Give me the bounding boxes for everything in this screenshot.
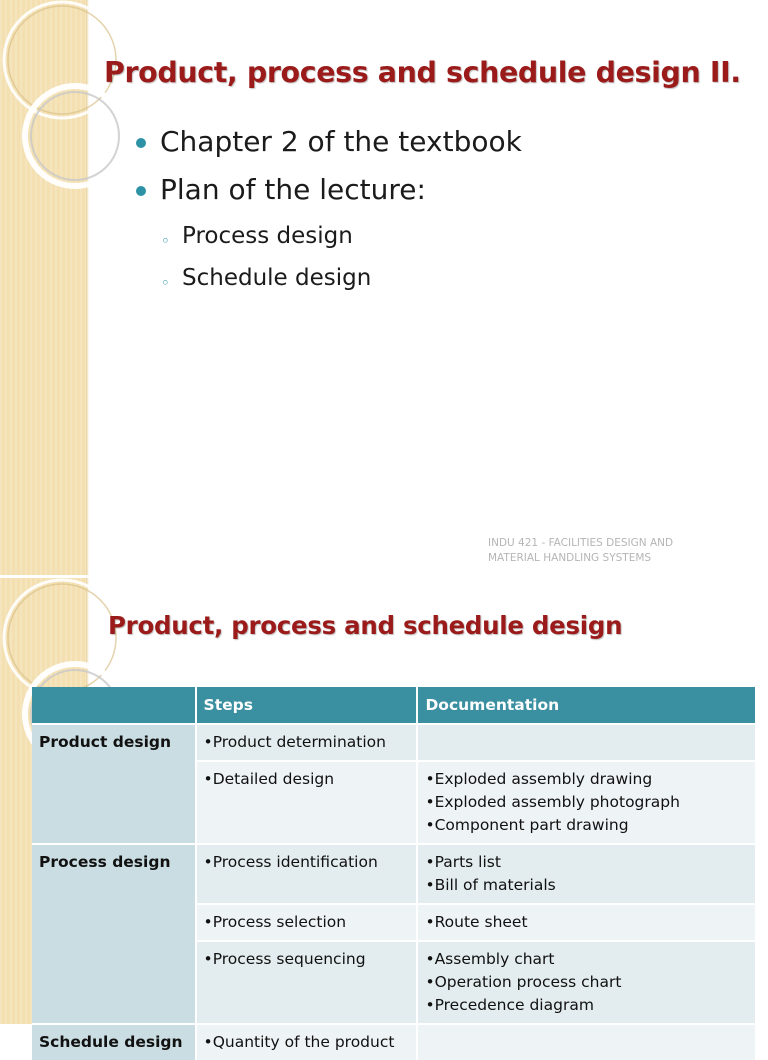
table-header-row bbox=[32, 687, 756, 724]
doc-cell bbox=[417, 761, 756, 844]
step-cell bbox=[196, 724, 418, 761]
step-cell bbox=[196, 761, 418, 844]
sub-bullet-ring-icon: ◦ bbox=[161, 274, 170, 292]
footer-line: INDU 421 - FACILITIES DESIGN AND bbox=[488, 537, 674, 549]
row-group-label: Process design bbox=[32, 844, 196, 1024]
doc-text: •Parts list bbox=[425, 853, 501, 871]
sub-bullet-ring-icon: ◦ bbox=[161, 232, 170, 250]
step-text: •Quantity of the product bbox=[203, 1033, 395, 1051]
bullet-text: Chapter 2 of the textbook bbox=[160, 125, 522, 158]
doc-text: •Component part drawing bbox=[425, 816, 629, 834]
bullet-item bbox=[134, 125, 522, 176]
table-header-cell: Documentation bbox=[417, 687, 756, 724]
slide-footer bbox=[488, 536, 673, 566]
sub-bullet-text: Process design bbox=[182, 223, 353, 249]
row-group-label: Schedule design bbox=[32, 1024, 196, 1060]
table-row bbox=[32, 724, 756, 761]
bullet-dot-icon bbox=[136, 186, 146, 196]
step-text: •Process selection bbox=[203, 913, 347, 931]
doc-text: •Assembly chart bbox=[425, 950, 555, 968]
bullet-dot-icon bbox=[136, 138, 146, 148]
doc-text: •Precedence diagram bbox=[425, 996, 594, 1014]
doc-cell bbox=[417, 941, 756, 1024]
doc-cell bbox=[417, 724, 756, 761]
doc-cell bbox=[417, 844, 756, 904]
slide-2 bbox=[0, 578, 768, 1051]
bullet-item bbox=[134, 173, 522, 224]
step-text: •Process sequencing bbox=[203, 950, 366, 968]
doc-cell bbox=[417, 1024, 756, 1060]
step-cell bbox=[196, 1024, 418, 1060]
doc-text: •Operation process chart bbox=[425, 973, 622, 991]
step-cell bbox=[196, 941, 418, 1024]
step-text: •Product determination bbox=[203, 733, 386, 751]
sub-bullet-item bbox=[134, 266, 522, 308]
step-cell bbox=[196, 844, 418, 904]
decorative-rings bbox=[0, 0, 140, 200]
table-header-cell: Steps bbox=[196, 687, 418, 724]
doc-text: •Route sheet bbox=[425, 913, 528, 931]
step-text: •Detailed design bbox=[203, 770, 335, 788]
doc-text: •Bill of materials bbox=[425, 876, 556, 894]
bullet-list bbox=[134, 125, 522, 308]
doc-cell bbox=[417, 904, 756, 941]
table-row bbox=[32, 844, 756, 904]
step-text: •Process identification bbox=[203, 853, 378, 871]
doc-text: •Exploded assembly drawing bbox=[425, 770, 653, 788]
sub-bullet-text: Schedule design bbox=[182, 265, 372, 291]
sub-bullet-item bbox=[134, 224, 522, 266]
doc-text: •Exploded assembly photograph bbox=[425, 793, 680, 811]
table-row bbox=[32, 1024, 756, 1060]
bullet-text: Plan of the lecture: bbox=[160, 173, 426, 206]
design-table bbox=[32, 687, 757, 1060]
slide-title: Product, process and schedule design II. bbox=[104, 56, 741, 89]
footer-line: MATERIAL HANDLING SYSTEMS bbox=[488, 552, 652, 564]
row-group-label: Product design bbox=[32, 724, 196, 844]
slide-title: Product, process and schedule design bbox=[108, 611, 623, 640]
step-cell bbox=[196, 904, 418, 941]
table-header-cell bbox=[32, 687, 196, 724]
